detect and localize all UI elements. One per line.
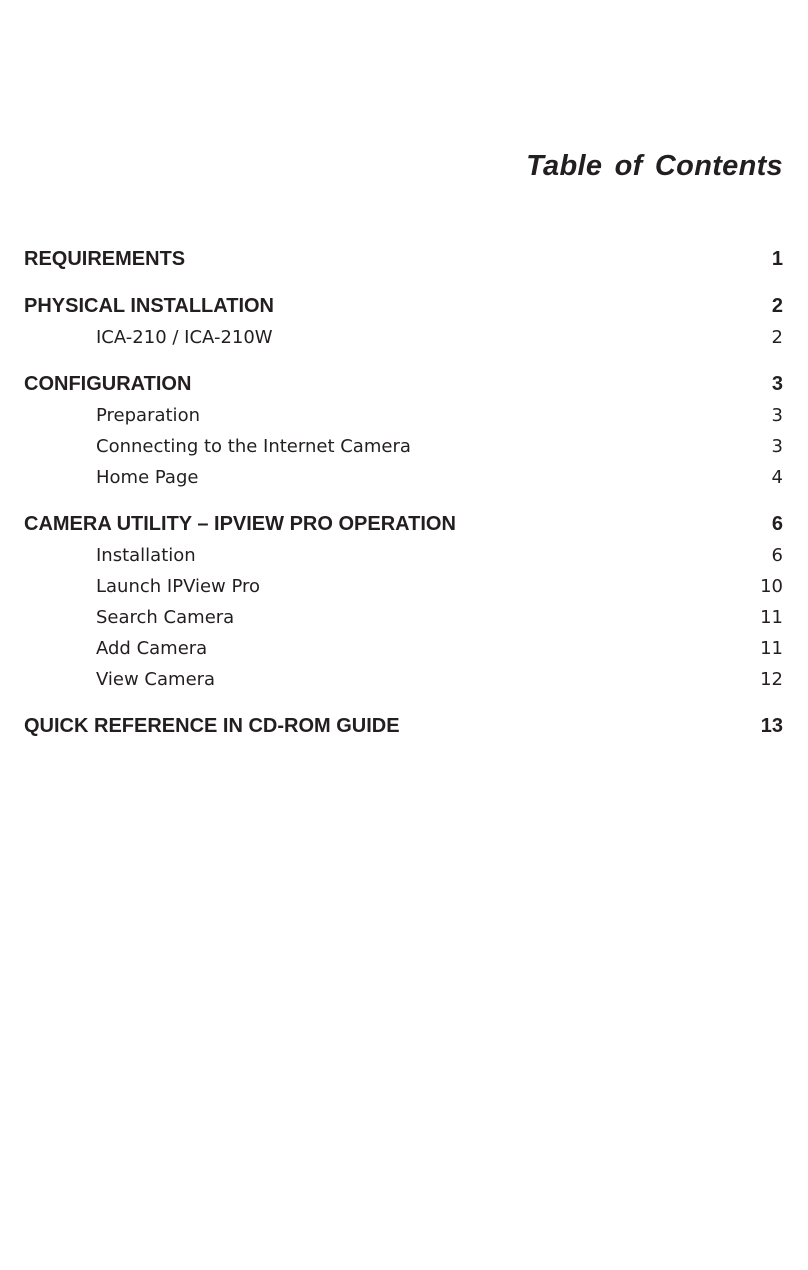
table-of-contents [24,244,783,758]
toc-entry-label: CONFIGURATION [24,373,192,395]
toc-subentry-label: Preparation [96,405,200,426]
toc-entry-quick-reference[interactable] [24,711,783,742]
toc-subentry-page-number: 12 [760,669,783,690]
toc-subentry-label: Launch IPView Pro [96,576,261,597]
toc-entry-label: REQUIREMENTS [24,248,186,270]
toc-section-requirements [24,244,783,275]
toc-subentry-launch-ipview-pro[interactable] [24,571,783,602]
toc-entry-page-number: 1 [771,248,783,270]
toc-subentry-label: ICA-210 / ICA-210W [96,327,273,348]
toc-entry-page-number: 3 [771,373,783,395]
toc-subentry-page-number: 11 [760,638,783,659]
page-title: Table of Contents [526,150,783,182]
toc-subentry-page-number: 3 [771,436,783,457]
toc-subentry-page-number: 2 [771,327,783,348]
toc-entry-page-number: 13 [760,715,783,737]
toc-subentry-home-page[interactable] [24,462,783,493]
toc-entry-label: CAMERA UTILITY – IPVIEW PRO OPERATION [24,513,456,535]
toc-subentry-preparation[interactable] [24,400,783,431]
toc-section-configuration [24,369,783,493]
toc-section-quick-reference [24,711,783,742]
toc-subentry-label: Search Camera [96,607,235,628]
toc-subentry-view-camera[interactable] [24,664,783,695]
toc-subentry-add-camera[interactable] [24,633,783,664]
toc-subentry-label: Connecting to the Internet Camera [96,436,411,457]
toc-subentry-page-number: 4 [771,467,783,488]
toc-subentry-label: Installation [96,545,196,566]
toc-subentry-page-number: 6 [771,545,783,566]
toc-entry-label: PHYSICAL INSTALLATION [24,295,274,317]
toc-section-physical-installation [24,291,783,353]
toc-subentry-page-number: 10 [760,576,783,597]
toc-entry-requirements[interactable] [24,244,783,275]
toc-entry-label: QUICK REFERENCE IN CD-ROM GUIDE [24,715,400,737]
toc-subentry-label: Add Camera [96,638,208,659]
toc-entry-configuration[interactable] [24,369,783,400]
toc-entry-page-number: 6 [771,513,783,535]
toc-entry-physical-installation[interactable] [24,291,783,322]
toc-subentry-page-number: 3 [771,405,783,426]
toc-section-camera-utility [24,509,783,695]
toc-subentry-label: Home Page [96,467,199,488]
toc-subentry-search-camera[interactable] [24,602,783,633]
toc-subentry-ica-210[interactable] [24,322,783,353]
toc-entry-camera-utility[interactable] [24,509,783,540]
toc-subentry-installation[interactable] [24,540,783,571]
toc-subentry-page-number: 11 [760,607,783,628]
toc-subentry-label: View Camera [96,669,216,690]
toc-entry-page-number: 2 [771,295,783,317]
toc-subentry-connecting[interactable] [24,431,783,462]
